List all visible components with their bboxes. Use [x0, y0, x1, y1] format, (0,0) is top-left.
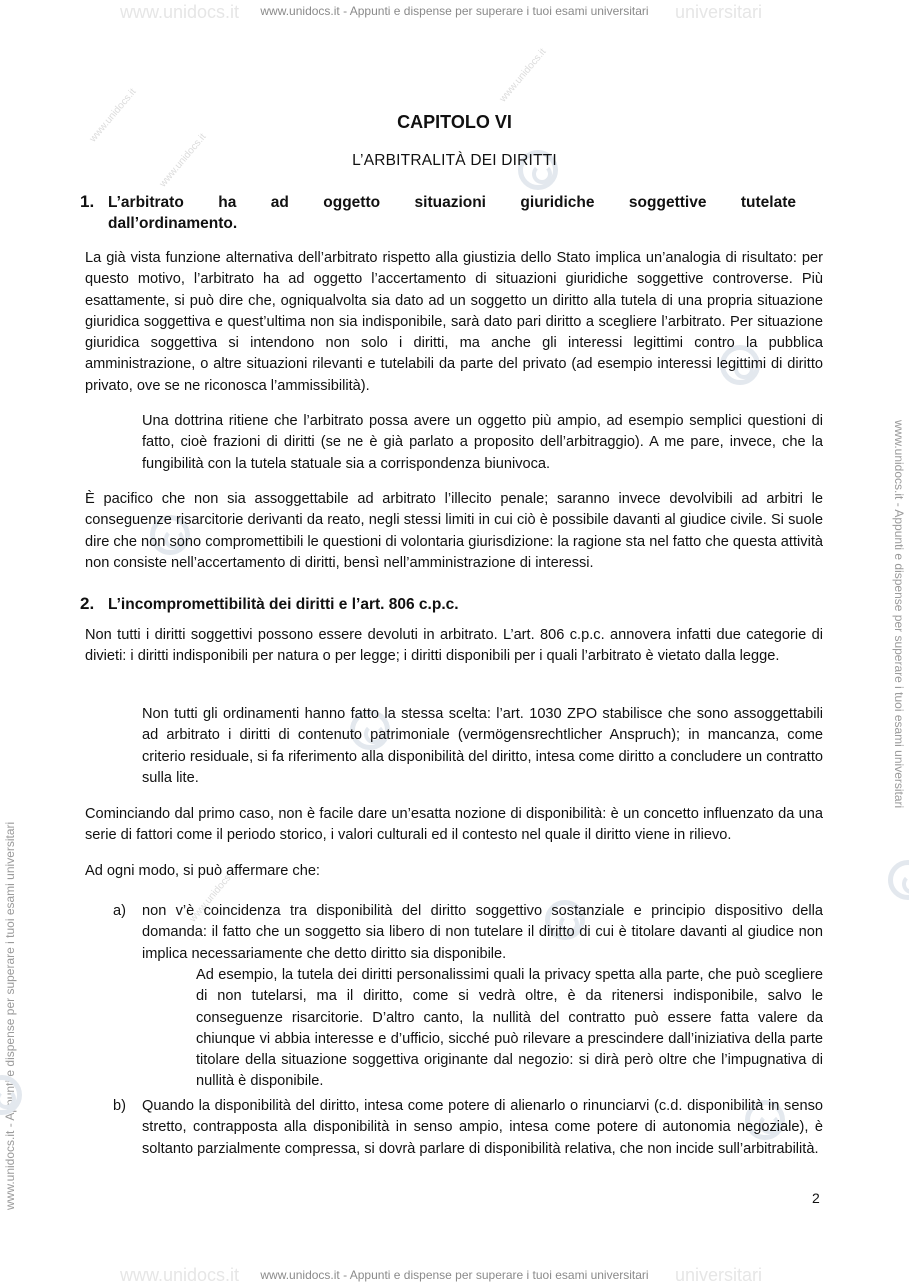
watermark-right: www.unidocs.it - Appunti e dispense per superare i tuoi esami universitari — [892, 420, 906, 809]
section-number: 1. — [80, 192, 95, 211]
indented-paragraph: Una dottrina ritiene che l’arbitrato possa avere un oggetto più ampio, ad esempio semplici questioni di fatto, cioè frazioni di diritti (se ne è già parlato a proposito dell’arbitraggio). A me pare, invece, che la fungibilità con la tutela statuale sia a corrispondenza biunivoca. — [142, 413, 823, 472]
section-2-heading — [80, 594, 796, 614]
watermark-ghost-top-left: www.unidocs.it — [120, 2, 240, 22]
list-item-label: b) — [113, 1098, 126, 1114]
watermark-bottom: www.unidocs.it - Appunti e dispense per superare i tuoi esami universitari — [260, 1268, 649, 1282]
watermark-ghost-bottom-left: www.unidocs.it — [120, 1265, 240, 1285]
chapter-title: CAPITOLO VI — [397, 112, 512, 132]
watermark-diagonal: www.unidocs.it — [87, 86, 139, 145]
section-number: 2. — [80, 594, 95, 613]
paragraph: È pacifico che non sia assoggettabile ad arbitrato l’illecito penale; saranno invece devolvibili ad arbitri le conseguenze risarcitorie derivanti da reato, negli stessi limiti in cui ciò è possibile davanti al giudice civile. Si suole dire che non sono compromettibili le questioni di volontaria giurisdizione: la ragione sta nel fatto che questa attività non consiste nell’accertamento di diritti, bensì nell’amministrazione di interessi. — [85, 491, 823, 571]
watermark-ghost-bottom-right: universitari — [675, 1265, 763, 1285]
watermark-diagonal: www.unidocs.it — [497, 46, 549, 105]
paragraph: Non tutti i diritti soggettivi possono essere devoluti in arbitrato. L’art. 806 c.p.c. annovera infatti due categorie di divieti: i diritti indisponibili per natura o per legge; i diritti disponibili per i quali l’arbitrato è vietato dalla legge. — [85, 627, 823, 665]
list-item: Quando la disponibilità del diritto, intesa come potere di alienarlo o rinunciarvi (c.d. disponibilità in senso stretto, contrapposta alla disponibilità in senso ampio, intesa come potere di autonomia negoziale), è soltanto parzialmente compressa, si dovrà parlare di disponibilità relativa, che non incide sull’arbitrabilità. — [142, 1098, 823, 1157]
section-title: L’incompromettibilità dei diritti e l’art. 806 c.p.c. — [108, 596, 459, 613]
chapter-subtitle: L’ARBITRALITÀ DEI DIRITTI — [352, 152, 557, 169]
section-title-line: L’arbitrato ha ad oggetto situazioni giuridiche soggettive tutelate — [108, 194, 796, 211]
page-number: 2 — [812, 1190, 820, 1206]
watermark-left: www.unidocs.it - Appunti e dispense per superare i tuoi esami universitari — [3, 821, 17, 1210]
paragraph: Cominciando dal primo caso, non è facile dare un’esatta nozione di disponibilità: è un concetto influenzato da una serie di fattori come il periodo storico, i valori culturali ed il contesto nel quale il diritto viene in rilievo. — [85, 806, 823, 844]
watermark-ghost-top-right: universitari — [675, 2, 763, 22]
paragraph: Ad ogni modo, si può affermare che: — [85, 863, 320, 879]
watermark-diagonal: www.unidocs.it — [187, 866, 239, 925]
indented-paragraph: Non tutti gli ordinamenti hanno fatto la stessa scelta: l’art. 1030 ZPO stabilisce che sono assoggettabili ad arbitrato i diritti di contenuto patrimoniale (vermögensrechtlicher Anspruch); in mancanza, come criterio residuale, si fa riferimento alla disponibilità del diritto, intesa come diritto a concludere un contratto sulla lite. — [142, 706, 823, 786]
list-item: non v’è coincidenza tra disponibilità del diritto soggettivo sostanziale e principio dispositivo della domanda: il fatto che un soggetto sia libero di non tutelare il diritto di cui è titolare davanti al giudice non implica necessariamente che detto diritto sia disponibile. — [142, 903, 823, 962]
list-item-note: Ad esempio, la tutela dei diritti personalissimi quali la privacy spetta alla parte, che può scegliere di non tutelarsi, ma il diritto, come si vedrà oltre, è da ritenersi indisponibile, salvo le conseguenze risarcitorie. D’altro canto, la nullità del contratto può essere fatta valere da chiunque vi abbia interesse e d’ufficio, sicché può rilevare a prescindere dall’iniziativa della parte titolare della situazione soggettiva originante dal negozio: si dirà però oltre che l’impugnativa di nullità è disponibile. — [196, 967, 823, 1090]
section-title-line: dall’ordinamento. — [108, 215, 238, 232]
list-item-label: a) — [113, 903, 126, 919]
paragraph: La già vista funzione alternativa dell’arbitrato rispetto alla giustizia dello Stato implica un’analogia di risultato: per questo motivo, l’arbitrato ha ad oggetto l’accertamento di situazioni giuridiche soggettive controverse. Più esattamente, si può dire che, ogniqualvolta sia dato ad un soggetto un diritto alla tutela di una propria situazione giuridica soggettiva e quest’ultima non sia indisponibile, sarà dato pari diritto a scegliere l’arbitrato. Per situazione giuridica soggettiva si intendono non solo i diritti, ma anche gli interessi legittimi contro la pubblica amministrazione, o altre situazioni rilevanti e tutelabili da parte del privato (ad esempio interessi legittimi di diritto privato, ove se ne riconosca l’ammissibilità). — [85, 250, 823, 394]
watermark-top: www.unidocs.it - Appunti e dispense per superare i tuoi esami universitari — [260, 4, 649, 18]
section-1-heading — [80, 192, 796, 233]
watermark-diagonal: www.unidocs.it — [157, 131, 209, 190]
